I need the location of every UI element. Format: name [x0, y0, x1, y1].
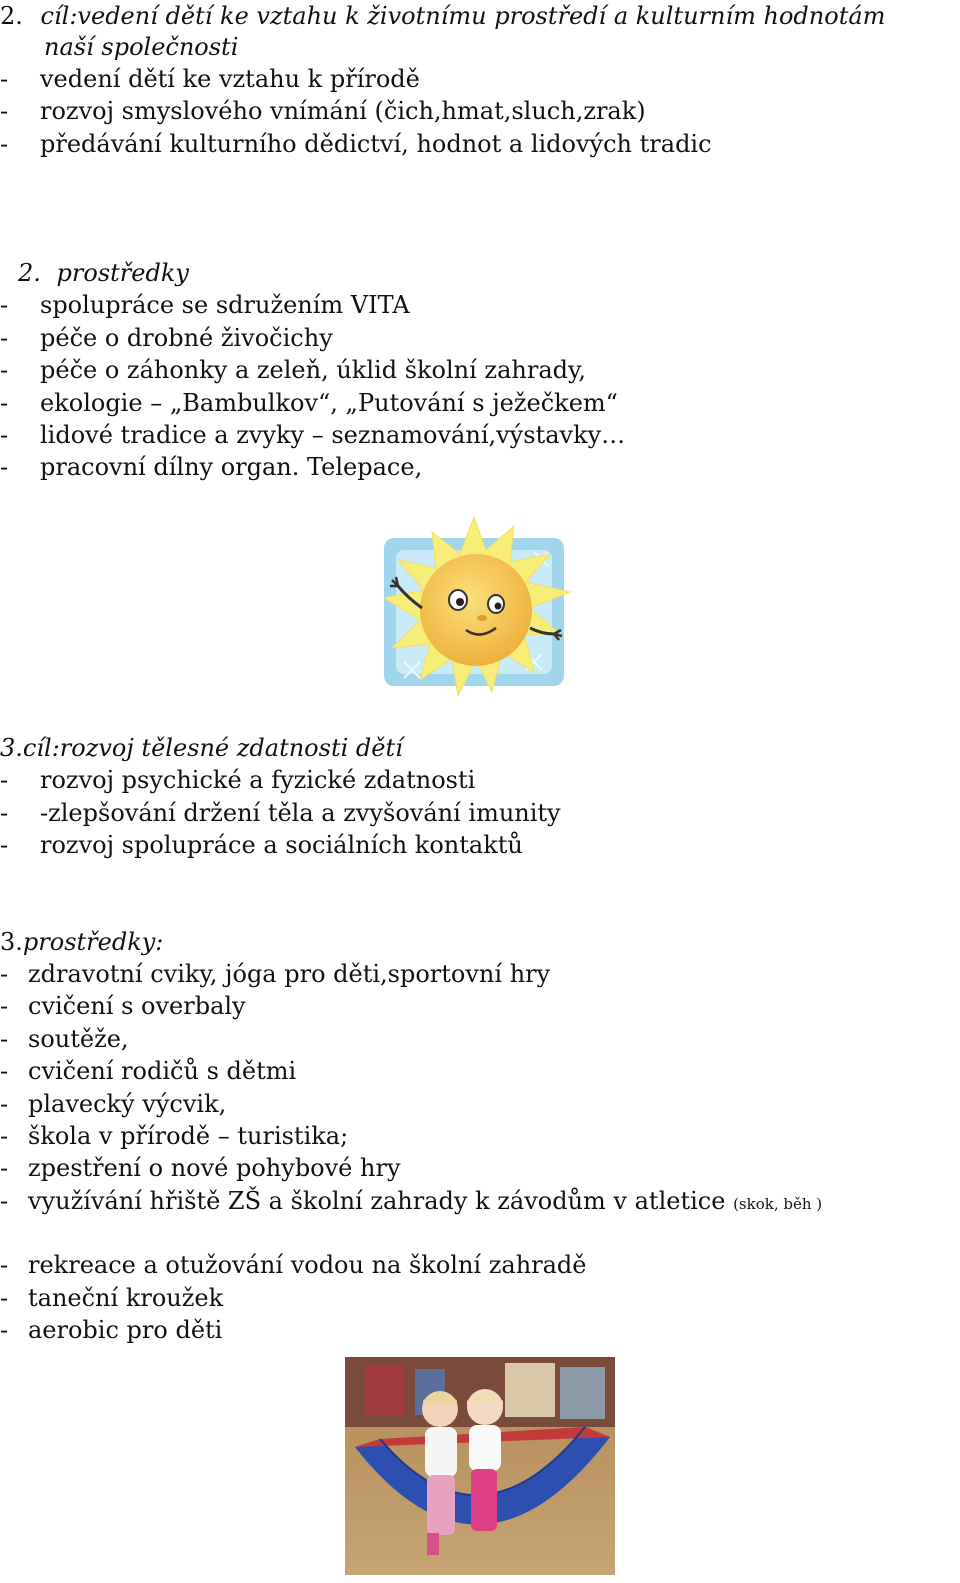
list-item: - aerobic pro děti — [0, 1316, 223, 1344]
list-item: - využívání hřiště ZŠ a školní zahrady k závodům v atletice (skok, běh ) — [0, 1187, 823, 1215]
goal-2-title-line1 — [0, 0, 885, 32]
sun-icon — [374, 512, 580, 702]
list-item: - plavecký výcvik, — [0, 1090, 227, 1118]
goal-2-title: cíl:vedení dětí ke vztahu k životnímu prostředí a kulturním hodnotám — [40, 2, 886, 30]
list-item: - péče o drobné živočichy — [0, 324, 333, 352]
list-item: - péče o záhonky a zeleň, úklid školní zahrady, — [0, 356, 586, 384]
means-2-title: prostředky — [56, 259, 189, 287]
means-2-heading — [18, 257, 189, 289]
means-3-number: 3. — [0, 928, 23, 956]
means-3-title: prostředky: — [22, 928, 164, 956]
list-item: - vedení dětí ke vztahu k přírodě — [0, 65, 420, 93]
list-item: - soutěže, — [0, 1025, 129, 1053]
list-item: - rekreace a otužování vodou na školní zahradě — [0, 1251, 587, 1279]
list-item: - zpestření o nové pohybové hry — [0, 1154, 401, 1182]
list-item: - předávání kulturního dědictví, hodnot a lidových tradic — [0, 130, 712, 158]
list-item: - cvičení s overbaly — [0, 992, 246, 1020]
list-item: - rozvoj spolupráce a sociálních kontaktů — [0, 831, 523, 859]
goal-2-number: 2. — [0, 2, 23, 30]
list-item: - -zlepšování držení těla a zvyšování imunity — [0, 799, 561, 827]
list-item: - ekologie – „Bambulkov“, „Putování s ježečkem“ — [0, 389, 618, 417]
list-item: - pracovní dílny organ. Telepace, — [0, 453, 423, 481]
list-item: - spolupráce se sdružením VITA — [0, 291, 410, 319]
list-item: - škola v přírodě – turistika; — [0, 1122, 349, 1150]
means-2-number: 2. — [18, 259, 41, 287]
goal-3-title: 3.cíl:rozvoj tělesné zdatnosti dětí — [0, 734, 403, 762]
list-item: - lidové tradice a zvyky – seznamování,výstavky… — [0, 421, 626, 449]
list-item: - rozvoj smyslového vnímání (čich,hmat,sluch,zrak) — [0, 97, 646, 125]
list-item: - zdravotní cviky, jóga pro děti,sportovní hry — [0, 960, 551, 988]
list-item: - taneční kroužek — [0, 1284, 224, 1312]
children-photo — [345, 1357, 615, 1575]
item-note: (skok, běh ) — [733, 1195, 823, 1213]
list-item: - rozvoj psychické a fyzické zdatnosti — [0, 766, 476, 794]
photo-image — [345, 1357, 615, 1575]
sun-illustration — [374, 512, 580, 702]
list-item: - cvičení rodičů s dětmi — [0, 1057, 297, 1085]
goal-2-title-line2: naší společnosti — [44, 33, 239, 61]
means-3-heading — [0, 926, 163, 958]
